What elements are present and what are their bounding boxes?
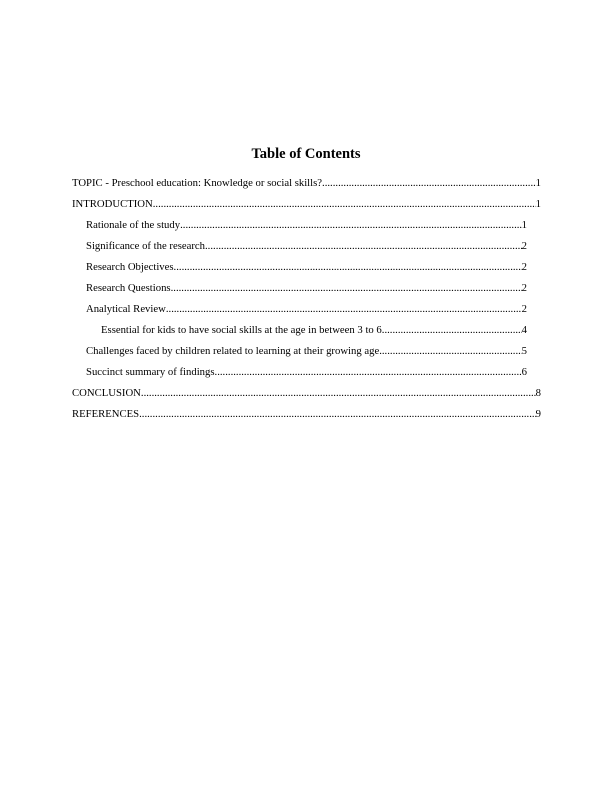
toc-entry-page: 2 (521, 261, 527, 273)
toc-entry-label: Significance of the research (86, 240, 205, 252)
dot-leader (153, 197, 536, 211)
dot-leader (322, 176, 536, 190)
toc-entry-label: Research Objectives (86, 261, 174, 273)
toc-entry-label: Research Questions (86, 282, 171, 294)
dot-leader (205, 239, 522, 253)
toc-entry-label: INTRODUCTION (72, 198, 153, 210)
toc-entry-page: 8 (535, 387, 541, 399)
toc-entry-analytical-review[interactable] (86, 302, 527, 316)
toc-entry-label: Essential for kids to have social skills at the age in between 3 to 6 (101, 324, 382, 336)
toc-entry-label: Succinct summary of findings (86, 366, 215, 378)
toc-entry-page: 5 (521, 345, 527, 357)
toc-entry-page: 1 (521, 219, 527, 231)
toc-entry-label: Challenges faced by children related to learning at their growing age (86, 345, 380, 357)
toc-entry-introduction[interactable] (72, 197, 541, 211)
toc-entry-summary[interactable] (86, 365, 527, 379)
toc-entry-page: 1 (535, 177, 541, 189)
toc-entry-page: 2 (521, 240, 527, 252)
toc-entry-conclusion[interactable] (72, 386, 541, 400)
toc-entry-label: TOPIC - Preschool education: Knowledge or social skills? (72, 177, 323, 189)
dot-leader (382, 323, 522, 337)
toc-entry-social-skills[interactable] (101, 323, 527, 337)
toc-entry-challenges[interactable] (86, 344, 527, 358)
dot-leader (174, 260, 522, 274)
dot-leader (139, 407, 536, 421)
toc-entry-label: Analytical Review (86, 303, 166, 315)
toc-title: Table of Contents (251, 146, 361, 162)
toc-entry-page: 2 (521, 282, 527, 294)
toc-entry-topic[interactable] (72, 176, 541, 190)
dot-leader (166, 302, 522, 316)
toc-entry-questions[interactable] (86, 281, 527, 295)
toc-entry-significance[interactable] (86, 239, 527, 253)
toc-entry-page: 9 (535, 408, 541, 420)
toc-entry-objectives[interactable] (86, 260, 527, 274)
toc-entry-label: Rationale of the study (86, 219, 181, 231)
toc-entry-page: 4 (521, 324, 527, 336)
toc-entry-label: CONCLUSION (72, 387, 141, 399)
dot-leader (379, 344, 521, 358)
toc-entry-references[interactable] (72, 407, 541, 421)
toc-entry-label: REFERENCES (72, 408, 140, 420)
dot-leader (171, 281, 522, 295)
dot-leader (141, 386, 536, 400)
toc-entry-page: 2 (521, 303, 527, 315)
dot-leader (215, 365, 522, 379)
toc-entry-page: 1 (535, 198, 541, 210)
toc-entry-rationale[interactable] (86, 218, 527, 232)
toc-entry-page: 6 (521, 366, 527, 378)
dot-leader (180, 218, 522, 232)
